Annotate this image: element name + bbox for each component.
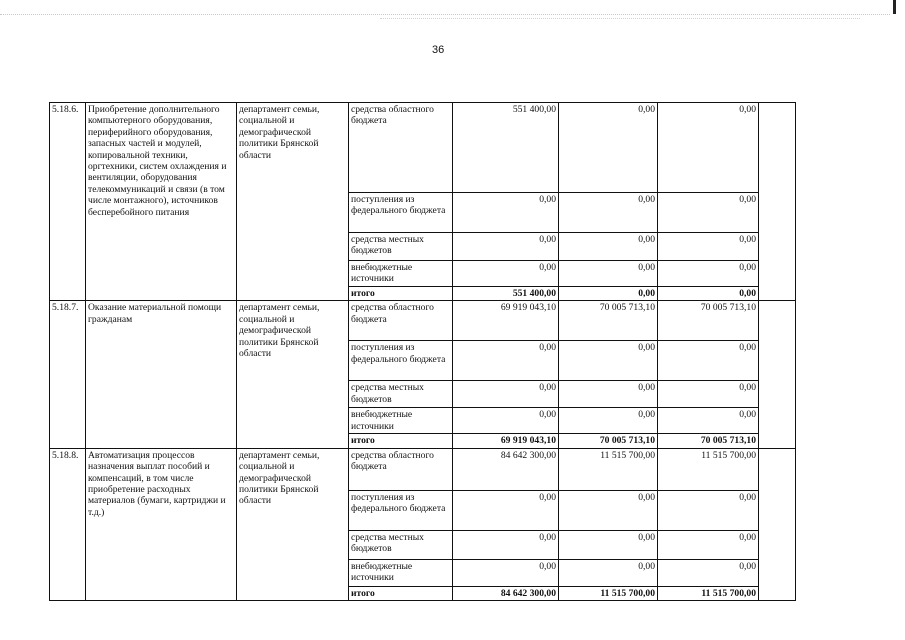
value-year-3: 0,00 xyxy=(658,490,759,530)
value-year-2: 70 005 713,10 xyxy=(559,434,658,448)
source-label: внебюджетные источники xyxy=(349,559,453,586)
value-year-2: 0,00 xyxy=(559,233,658,261)
value-year-2: 70 005 713,10 xyxy=(559,301,658,341)
source-label: итого xyxy=(349,586,453,600)
empty-cell xyxy=(759,301,796,448)
item-name: Приобретение дополнительного компьютерного оборудования, периферийного оборудования, запасных частей и модулей, копировальной техники, оргтехники, систем охлаждения и вентиляции, оборудования телекоммуникаций и связи (в том числе монтажного), источников бесперебойного питания xyxy=(86,103,237,301)
value-year-2: 0,00 xyxy=(559,287,658,301)
value-year-3: 0,00 xyxy=(658,341,759,381)
item-name: Оказание материальной помощи гражданам xyxy=(86,301,237,448)
value-year-3: 0,00 xyxy=(658,193,759,233)
source-label: внебюджетные источники xyxy=(349,408,453,434)
value-year-3: 0,00 xyxy=(658,559,759,586)
scan-artifact-top-2 xyxy=(380,18,860,19)
value-year-3: 0,00 xyxy=(658,381,759,408)
value-year-1: 0,00 xyxy=(453,530,559,559)
page-number: 36 xyxy=(432,44,445,56)
scan-artifact-top xyxy=(0,14,890,15)
budget-table xyxy=(49,102,796,601)
item-number: 5.18.7. xyxy=(50,301,86,448)
value-year-1: 69 919 043,10 xyxy=(453,301,559,341)
item-executor: департамент семьи, социальной и демографической политики Брянской области xyxy=(237,301,349,448)
value-year-1: 0,00 xyxy=(453,261,559,287)
value-year-1: 0,00 xyxy=(453,490,559,530)
source-label: итого xyxy=(349,287,453,301)
value-year-2: 0,00 xyxy=(559,381,658,408)
value-year-1: 0,00 xyxy=(453,559,559,586)
source-label: средства областного бюджета xyxy=(349,301,453,341)
source-label: поступления из федерального бюджета xyxy=(349,490,453,530)
value-year-2: 0,00 xyxy=(559,490,658,530)
source-label: средства местных бюджетов xyxy=(349,530,453,559)
source-label: поступления из федерального бюджета xyxy=(349,341,453,381)
scan-edge-mark xyxy=(893,0,896,14)
source-label: поступления из федерального бюджета xyxy=(349,193,453,233)
value-year-3: 0,00 xyxy=(658,408,759,434)
value-year-1: 0,00 xyxy=(453,408,559,434)
value-year-3: 70 005 713,10 xyxy=(658,301,759,341)
value-year-1: 551 400,00 xyxy=(453,287,559,301)
value-year-1: 551 400,00 xyxy=(453,103,559,193)
value-year-1: 84 642 300,00 xyxy=(453,586,559,600)
table-row xyxy=(50,448,796,490)
value-year-3: 0,00 xyxy=(658,287,759,301)
source-label: итого xyxy=(349,434,453,448)
value-year-2: 0,00 xyxy=(559,103,658,193)
table-row xyxy=(50,103,796,193)
value-year-1: 0,00 xyxy=(453,341,559,381)
empty-cell xyxy=(759,103,796,301)
source-label: средства местных бюджетов xyxy=(349,381,453,408)
value-year-1: 0,00 xyxy=(453,233,559,261)
value-year-2: 0,00 xyxy=(559,261,658,287)
source-label: средства областного бюджета xyxy=(349,103,453,193)
item-number: 5.18.8. xyxy=(50,448,86,600)
value-year-2: 0,00 xyxy=(559,530,658,559)
item-name: Автоматизация процессов назначения выплат пособий и компенсаций, в том числе приобретение расходных материалов (бумаги, картриджи и т.д.) xyxy=(86,448,237,600)
item-number: 5.18.6. xyxy=(50,103,86,301)
value-year-2: 0,00 xyxy=(559,193,658,233)
table-row xyxy=(50,301,796,341)
value-year-3: 11 515 700,00 xyxy=(658,448,759,490)
value-year-2: 0,00 xyxy=(559,559,658,586)
value-year-1: 0,00 xyxy=(453,193,559,233)
empty-cell xyxy=(759,448,796,600)
value-year-3: 70 005 713,10 xyxy=(658,434,759,448)
value-year-1: 0,00 xyxy=(453,381,559,408)
source-label: средства областного бюджета xyxy=(349,448,453,490)
value-year-2: 11 515 700,00 xyxy=(559,586,658,600)
source-label: средства местных бюджетов xyxy=(349,233,453,261)
value-year-3: 0,00 xyxy=(658,103,759,193)
value-year-2: 0,00 xyxy=(559,341,658,381)
value-year-1: 69 919 043,10 xyxy=(453,434,559,448)
value-year-3: 0,00 xyxy=(658,530,759,559)
item-executor: департамент семьи, социальной и демографической политики Брянской области xyxy=(237,448,349,600)
value-year-1: 84 642 300,00 xyxy=(453,448,559,490)
value-year-3: 0,00 xyxy=(658,261,759,287)
value-year-3: 0,00 xyxy=(658,233,759,261)
source-label: внебюджетные источники xyxy=(349,261,453,287)
value-year-3: 11 515 700,00 xyxy=(658,586,759,600)
item-executor: департамент семьи, социальной и демографической политики Брянской области xyxy=(237,103,349,301)
value-year-2: 0,00 xyxy=(559,408,658,434)
value-year-2: 11 515 700,00 xyxy=(559,448,658,490)
